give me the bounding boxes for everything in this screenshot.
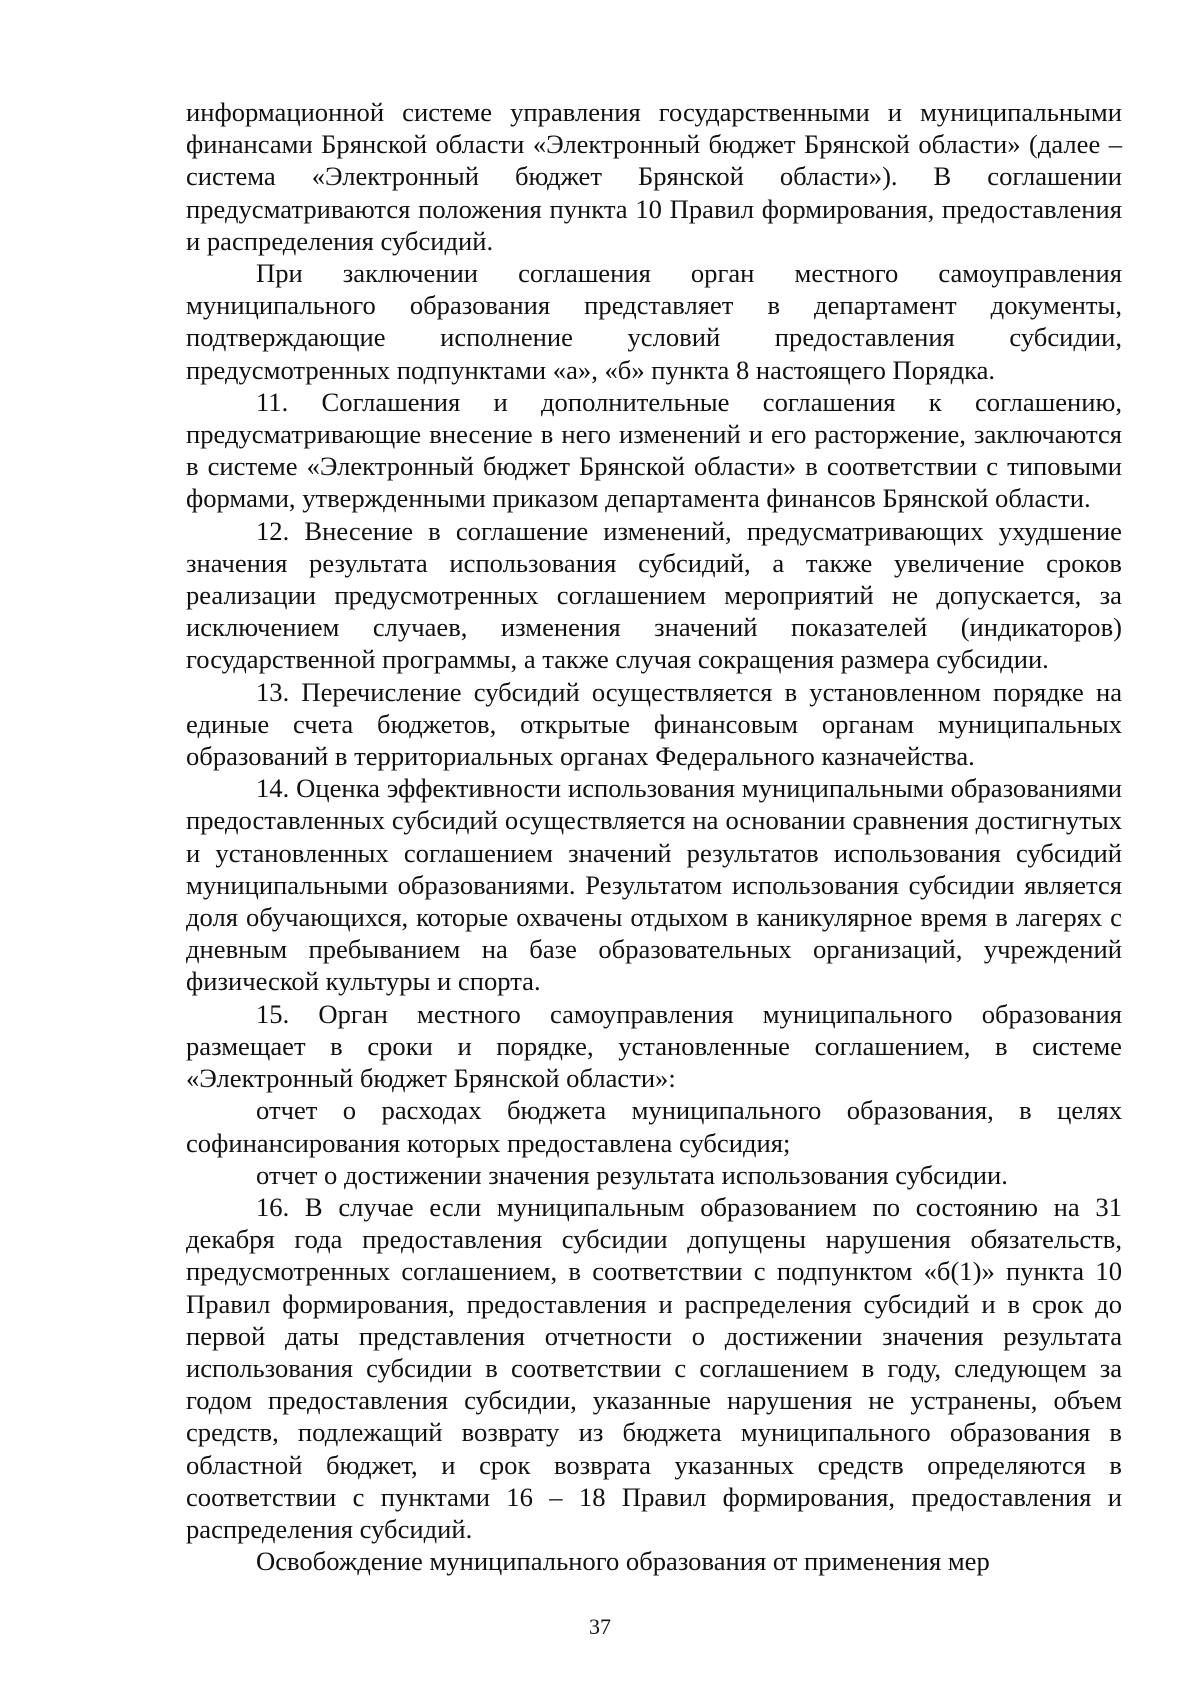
paragraph-release: Освобождение муниципального образования от применения мер	[256, 1546, 990, 1577]
paragraph-15-report-result: отчет о достижении значения результата использования субсидии.	[256, 1159, 1008, 1190]
paragraph-16: 16. В случае если муниципальным образованием по состоянию на 31 декабря года предоставления субсидии допущены нарушения обязательств, предусмотренных соглашением, в соответствии с подпунктом «б(1)» пункта 10 Правил формирования, предоставления и распределения субсидий и в срок до первой даты представления отчетности о достижении значения результата использования субсидии в соответствии с соглашением в году, следующем за годом предоставления субсидии, указанные нарушения не устранены, объем средств, подлежащий возврату из бюджета муниципального образования в областной бюджет, и срок возврата указанных средств определяются в соответствии с пунктами 16 – 18 Правил формирования, предоставления и распределения субсидий.	[186, 1191, 1122, 1544]
paragraph-15-report-expenses: отчет о расходах бюджета муниципального образования, в целях софинансирования которых предоставлена субсидия;	[186, 1095, 1122, 1158]
paragraph-15: 15. Орган местного самоуправления муниципального образования размещает в сроки и порядке, установленные соглашением, в системе «Электронный бюджет Брянской области»:	[186, 998, 1122, 1094]
page-number: 37	[589, 1614, 611, 1639]
document-body	[186, 96, 1122, 1577]
paragraph-agreement-documents: При заключении соглашения орган местного самоуправления муниципального образования представляет в департамент документы, подтверждающие исполнение условий предоставления субсидии, предусмотренных подпунктами «а», «б» пункта 8 настоящего Порядка.	[186, 258, 1122, 385]
paragraph-continuation: информационной системе управления государственными и муниципальными финансами Брянской области «Электронный бюджет Брянской области» (далее – система «Электронный бюджет Брянской области»). В соглашении предусматриваются положения пункта 10 Правил формирования, предоставления и распределения субсидий.	[186, 97, 1122, 256]
paragraph-14: 14. Оценка эффективности использования муниципальными образованиями предоставленных субсидий осуществляется на основании сравнения достигнутых и установленных соглашением значений результатов использования субсидий муниципальными образованиями. Результатом использования субсидии является доля обучающихся, которые охвачены отдыхом в каникулярное время в лагерях с дневным пребыванием на базе образовательных организаций, учреждений физической культуры и спорта.	[186, 773, 1122, 997]
paragraph-12: 12. Внесение в соглашение изменений, предусматривающих ухудшение значения результата использования субсидий, а также увеличение сроков реализации предусмотренных соглашением мероприятий не допускается, за исключением случаев, изменения значений показателей (индикаторов) государственной программы, а также случая сокращения размера субсидии.	[186, 515, 1122, 675]
paragraph-11: 11. Соглашения и дополнительные соглашения к соглашению, предусматривающие внесение в него изменений и его расторжение, заключаются в системе «Электронный бюджет Брянской области» в соответствии с типовыми формами, утвержденными приказом департамента финансов Брянской области.	[186, 386, 1122, 514]
paragraph-13: 13. Перечисление субсидий осуществляется в установленном порядке на единые счета бюджетов, открытые финансовым органам муниципальных образований в территориальных органах Федерального казначейства.	[186, 676, 1122, 772]
